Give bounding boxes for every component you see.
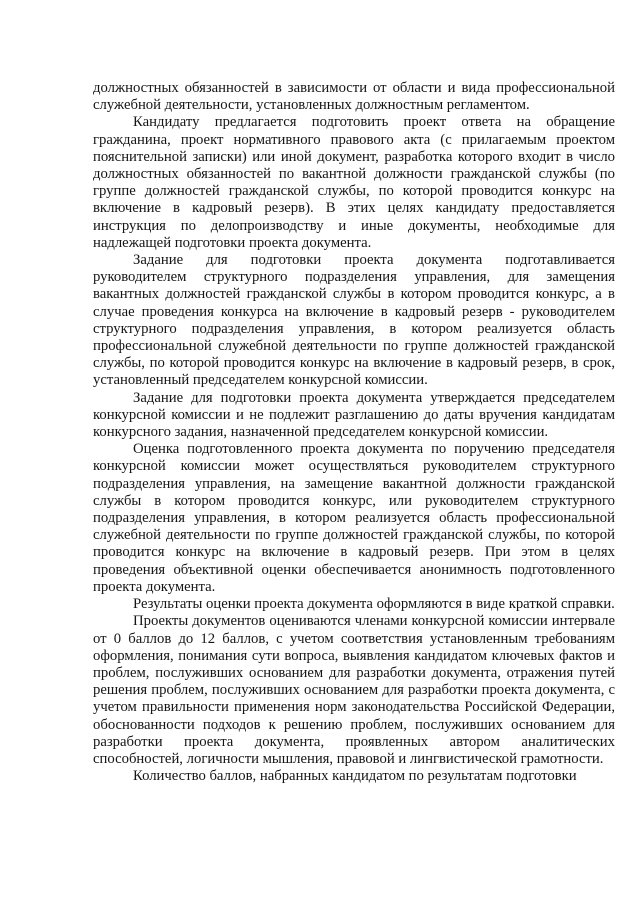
paragraph-1: должностных обязанностей в зависимости от области и вида профессиональной служебной деятельности, установленных должностным регламентом. <box>93 80 615 114</box>
paragraph-5: Оценка подготовленного проекта документа по поручению председателя конкурсной комиссии может осуществляться руководителем структурного подразделения управления, на замещение вакантной должности гражданской службы в котором проводится конкурс, или руководителем структурного подразделения управления, в котором реализуется область профессиональной служебной деятельности по группе должностей гражданской службы, по которой проводится конкурс на включение в кадровый резерв. При этом в целях проведения объективной оценки обеспечивается анонимность подготовленного проекта документа. <box>93 441 615 595</box>
document-page <box>93 80 615 785</box>
paragraph-7: Проекты документов оцениваются членами конкурсной комиссии интервале от 0 баллов до 12 баллов, с учетом соответствия установленным требованиям оформления, понимания сути вопроса, выявления кандидатом ключевых фактов и проблем, послуживших основанием для разработки документа, отражения путей решения проблем, послуживших основанием для разработки проекта документа, с учетом правильности применения норм законодательства Российской Федерации, обоснованности подходов к решению проблем, послуживших основанием для разработки проекта документа, проявленных автором аналитических способностей, логичности мышления, правовой и лингвистической грамотности. <box>93 613 615 767</box>
paragraph-2: Кандидату предлагается подготовить проект ответа на обращение гражданина, проект нормативного правового акта (с прилагаемым проектом пояснительной записки) или иной документ, разработка которого входит в число должностных обязанностей по вакантной должности гражданской службы (по группе должностей гражданской службы, по которой проводится конкурс на включение в кадровый резерв). В этих целях кандидату предоставляется инструкция по делопроизводству и иные документы, необходимые для надлежащей подготовки проекта документа. <box>93 114 615 251</box>
paragraph-6: Результаты оценки проекта документа оформляются в виде краткой справки. <box>133 596 615 613</box>
paragraph-8: Количество баллов, набранных кандидатом по результатам подготовки <box>133 768 577 785</box>
paragraph-4: Задание для подготовки проекта документа утверждается председателем конкурсной комиссии и не подлежит разглашению до даты вручения кандидатам конкурсного задания, назначенной председателем конкурсной комиссии. <box>93 389 615 441</box>
paragraph-3: Задание для подготовки проекта документа подготавливается руководителем структурного подразделения управления, для замещения вакантных должностей гражданской службы в котором проводится конкурс, а в случае проведения конкурса на включение в кадровый резерв - руководителем структурного подразделения управления, в котором реализуется область профессиональной служебной деятельности по группе должностей гражданской службы, по которой проводится конкурс на включение в кадровый резерв, в срок, установленный председателем конкурсной комиссии. <box>93 252 615 389</box>
